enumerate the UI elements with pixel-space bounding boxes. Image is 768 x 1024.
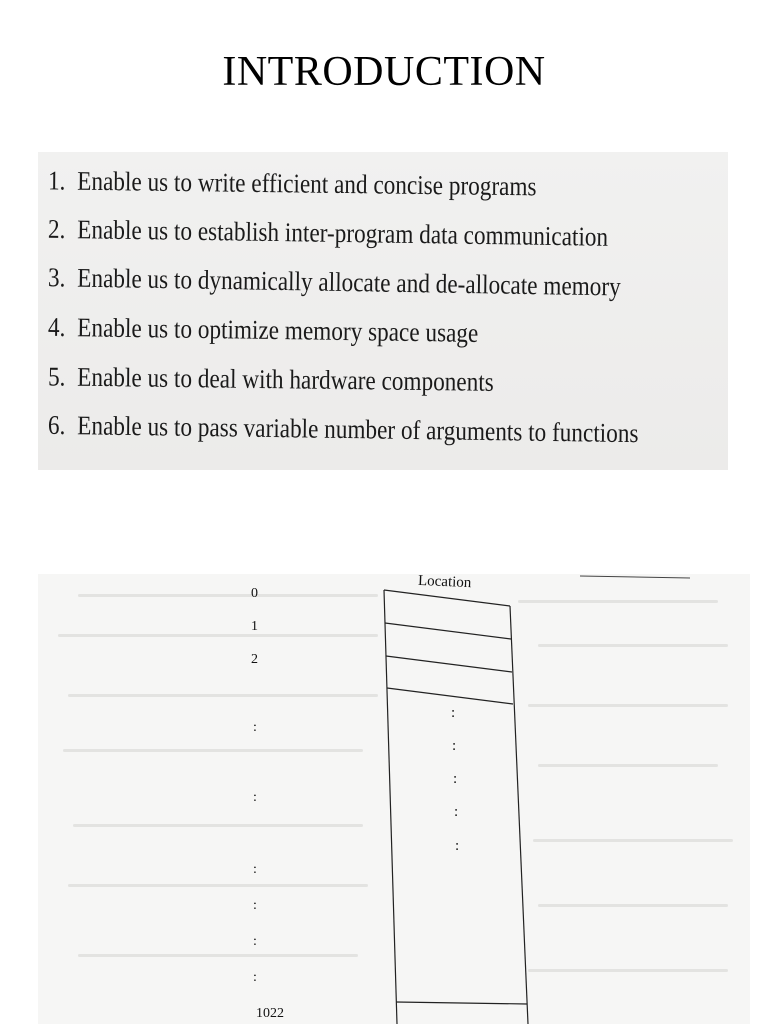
address-label: 2 <box>251 652 258 667</box>
memory-header: Location <box>417 572 472 592</box>
list-item-number: 4. <box>47 311 66 343</box>
memory-cell-divider <box>384 590 510 606</box>
address-label: 0 <box>251 586 258 601</box>
address-ellipsis: : <box>253 970 257 985</box>
memory-cell-divider <box>396 1002 527 1004</box>
list-item-text: Enable us to dynamically allocate and de-allocate memory <box>77 262 621 302</box>
memory-right-border <box>510 606 528 1024</box>
list-item-text: Enable us to deal with hardware components <box>77 361 494 397</box>
address-label: 1 <box>251 619 258 634</box>
memory-cell-divider <box>387 688 513 704</box>
list-item-number: 5. <box>47 361 66 392</box>
list-item-number: 6. <box>47 409 66 441</box>
list-item-number: 3. <box>47 262 66 293</box>
list-item-number: 2. <box>47 213 66 245</box>
cell-ellipsis: : <box>454 804 459 820</box>
list-item-text: Enable us to pass variable number of arguments to functions <box>77 410 639 449</box>
memory-cell-divider <box>386 656 512 672</box>
address-ellipsis: : <box>253 898 257 913</box>
address-ellipsis: : <box>253 862 257 877</box>
cell-ellipsis: : <box>453 771 458 787</box>
cell-ellipsis: : <box>455 838 460 854</box>
page-title: INTRODUCTION <box>222 49 546 95</box>
address-label: 1022 <box>256 1006 284 1021</box>
header-rule <box>580 576 690 578</box>
address-ellipsis: : <box>253 934 257 949</box>
list-item-number: 1. <box>47 165 66 196</box>
list-item-text: Enable us to write efficient and concise programs <box>77 165 537 202</box>
cell-ellipsis: : <box>451 705 456 721</box>
cell-ellipsis: : <box>452 738 457 754</box>
list-item-text: Enable us to optimize memory space usage <box>77 312 479 348</box>
list-item-text: Enable us to establish inter-program data communication <box>77 214 609 252</box>
memory-cell-divider <box>385 623 511 639</box>
address-ellipsis: : <box>253 790 257 805</box>
memory-left-border <box>384 590 397 1024</box>
address-ellipsis: : <box>253 720 257 735</box>
